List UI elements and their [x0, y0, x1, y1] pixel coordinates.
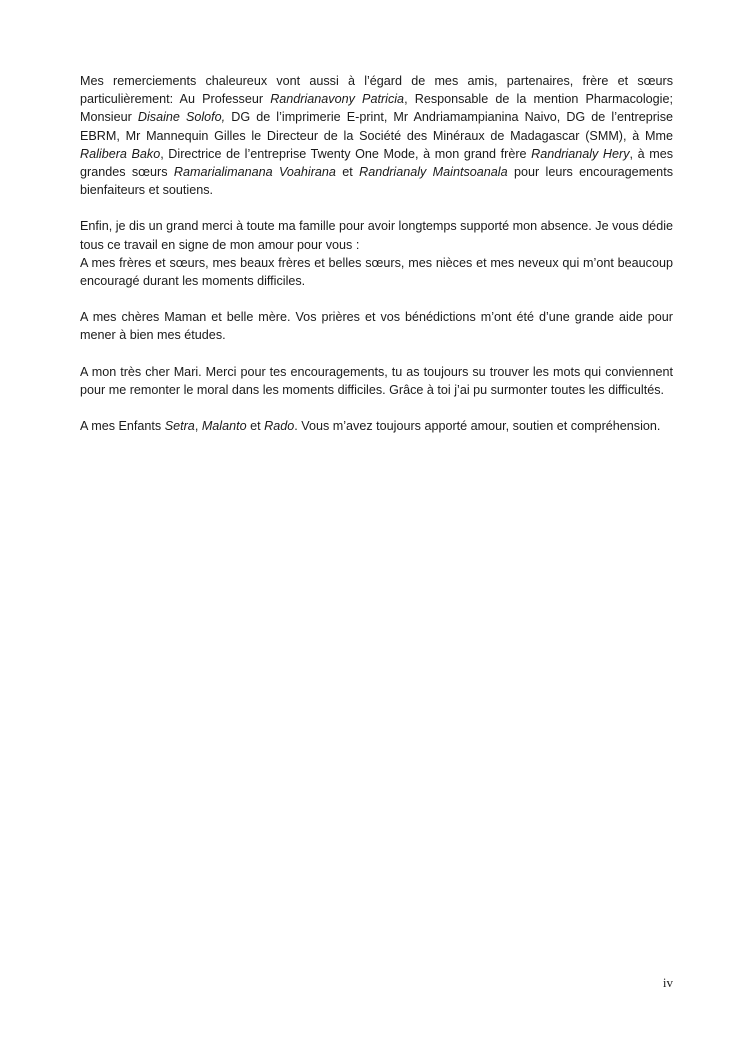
paragraph-text: Mes remerciements chaleureux vont aussi à l’égard de mes amis, partenaires, frère et sœurs particulièrement: Au Professeur — [80, 74, 673, 107]
paragraph — [80, 417, 673, 435]
italic-name-text: Randrianavony Patricia — [270, 92, 405, 107]
paragraph-text: , à mes grandes sœurs — [80, 146, 673, 180]
paragraph-text: . Vous m’avez toujours apporté amour, soutien et compréhension. — [294, 419, 661, 434]
paragraph-text: Enfin, je dis un grand merci à toute ma famille pour avoir longtemps supporté mon absence. Je vous dédie tous ce travail en signe de mon amour pour vous : — [80, 219, 673, 252]
paragraph-text: pour leurs encouragements bienfaiteurs et soutiens. — [80, 165, 673, 198]
italic-name-text: Disaine Solofo, — [137, 110, 226, 125]
paragraph-text: A mes frères et sœurs, mes beaux frères et belles sœurs, mes nièces et mes neveux qui m’ont beaucoup encouragé durant les moments difficiles. — [80, 255, 673, 289]
italic-name-text: Ralibera Bako — [80, 146, 161, 161]
acknowledgements-text — [80, 72, 673, 453]
paragraph-text: A mon très cher Mari. Merci pour tes encouragements, tu as toujours su trouver les mots qui conviennent pour me remonter le moral dans les moments difficiles. Grâce à toi j’ai pu surmonter toutes les difficultés. — [80, 364, 673, 397]
paragraph — [80, 363, 673, 399]
paragraph — [80, 308, 673, 344]
italic-name-text: Randrianaly Maintsoanala — [359, 165, 508, 180]
paragraph — [80, 217, 673, 253]
paragraph-text: , — [194, 419, 202, 434]
paragraph-text: DG de l’imprimerie E-print, Mr Andriamampianina Naivo, DG de l’entreprise EBRM, Mr Mannequin Gilles le Directeur de la Société des Minéraux de Madagascar (SMM), à Mme — [80, 110, 673, 143]
paragraph — [80, 72, 673, 199]
page-number: iv — [662, 975, 673, 990]
italic-name-text: Setra — [164, 419, 195, 434]
paragraph-text: et — [246, 419, 265, 434]
italic-name-text: Randrianaly Hery — [531, 146, 630, 161]
italic-name-text: Malanto — [201, 419, 247, 434]
paragraph-text: et — [335, 165, 360, 180]
italic-name-text: Ramarialimanana Voahirana — [173, 165, 336, 180]
paragraph-text: A mes chères Maman et belle mère. Vos prières et vos bénédictions m’ont été d’une grande aide pour mener à bien mes études. — [80, 310, 673, 343]
paragraph-text: , Responsable de la mention Pharmacologie; Monsieur — [80, 92, 673, 125]
paragraph — [80, 254, 673, 290]
paragraph-text: , Directrice de l’entreprise Twenty One Mode, à mon grand frère — [160, 146, 532, 161]
paragraph-text: A mes Enfants — [80, 419, 165, 434]
italic-name-text: Rado — [264, 419, 295, 434]
